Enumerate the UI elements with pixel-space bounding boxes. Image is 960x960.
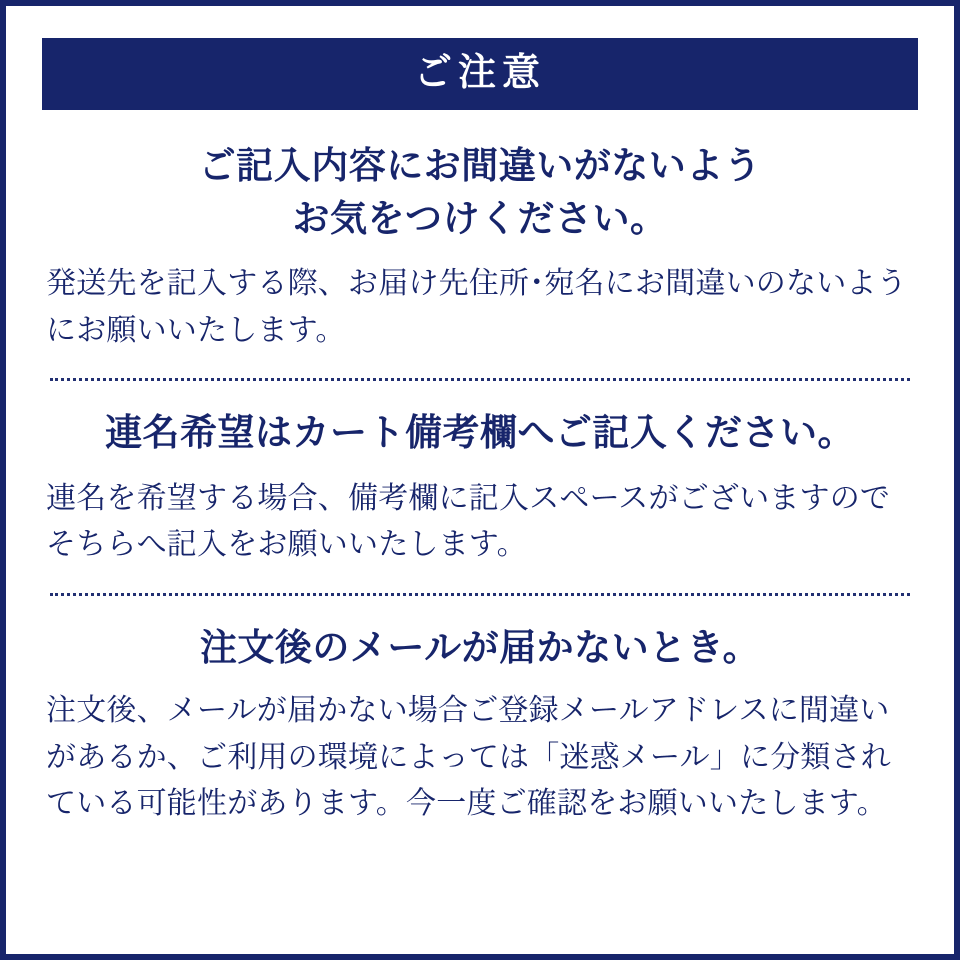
- section-heading-joint-name: [46, 407, 914, 460]
- section-heading-mail: [46, 622, 914, 675]
- section-body-address: 発送先を記入する際、お届け先住所･宛名にお間違いのないようにお願いいたします。: [46, 267, 907, 347]
- notice-section-address: [46, 110, 914, 354]
- notice-section-mail: [46, 596, 914, 828]
- section-divider-1: [50, 378, 910, 381]
- section-heading-address-line2: お気をつけください。: [292, 197, 668, 239]
- page-inner: [6, 6, 954, 954]
- notice-content: [6, 110, 954, 828]
- section-body-joint-name: 連名を希望する場合、備考欄に記入スペースがございますのでそちらへ記入をお願いいたします。: [46, 481, 891, 562]
- notice-title-bar: ご注意: [42, 38, 918, 110]
- section-heading-address: [46, 140, 914, 245]
- section-heading-address-line1: ご記入内容にお間違いがないよう: [198, 145, 762, 186]
- section-body-mail: 注文後、メールが届かない場合ご登録メールアドレスに間違いがあるか、ご利用の環境によっては「迷惑メール」に分類されている可能性があります。今一度ご確認をお願いいたします。: [46, 694, 891, 821]
- section-heading-mail-line1: 注文後のメールが届かないとき。: [199, 626, 761, 668]
- section-heading-joint-name-line1: 連名希望はカート備考欄へご記入ください。: [105, 412, 855, 454]
- notice-section-joint-name: [46, 381, 914, 569]
- section-divider-2: [50, 593, 910, 596]
